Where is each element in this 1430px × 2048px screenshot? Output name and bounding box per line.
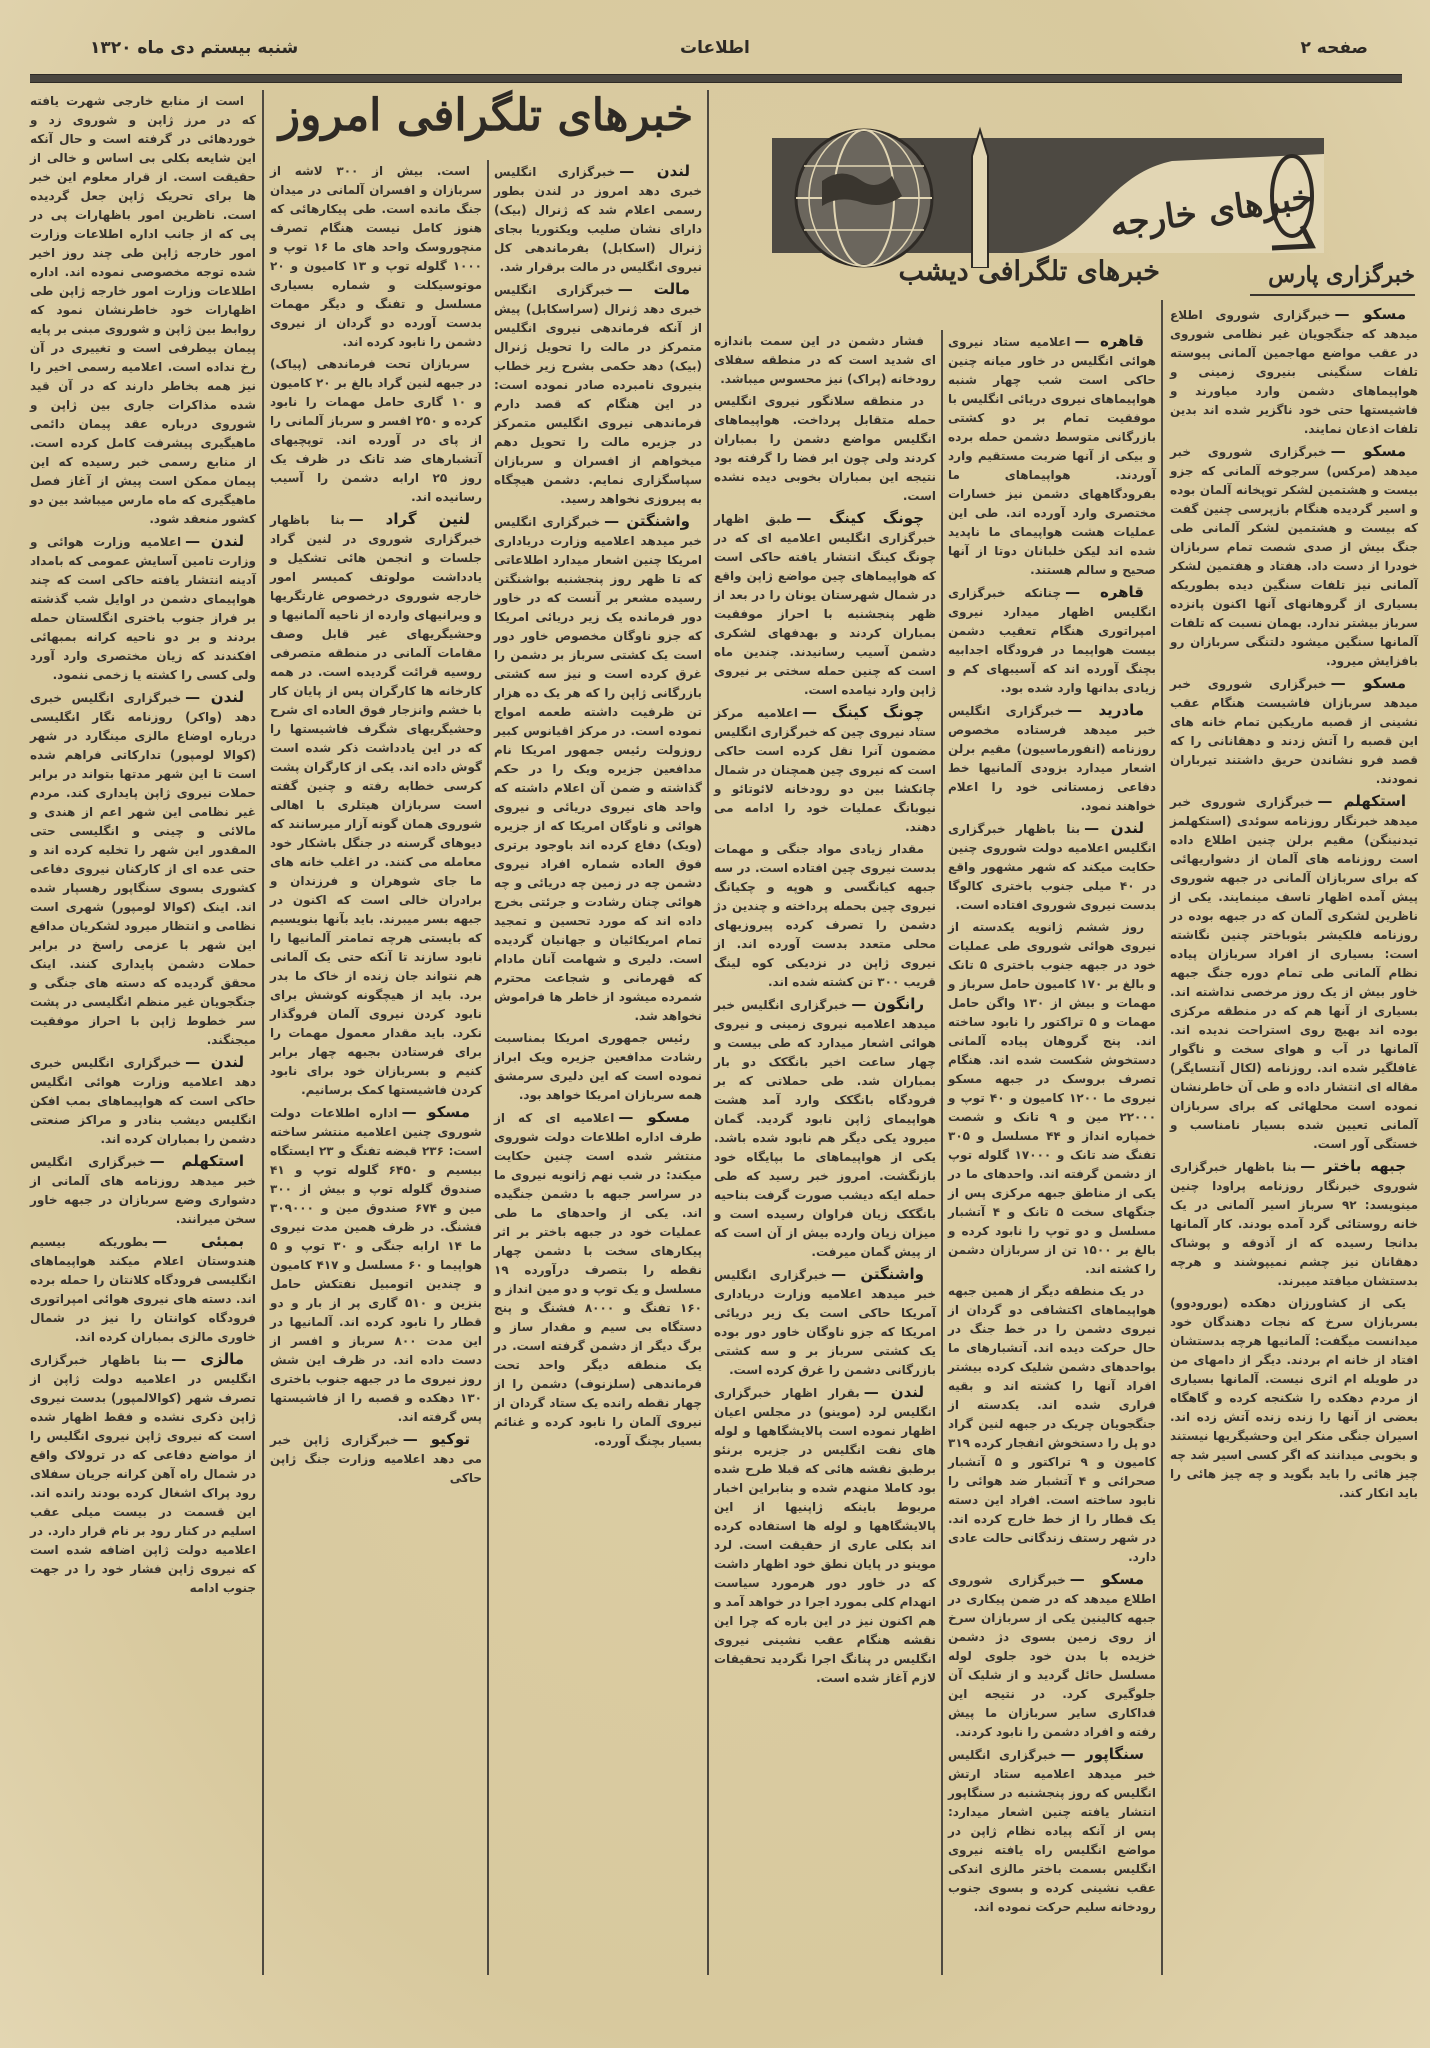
- column-left-news: [30, 92, 256, 1601]
- news-item: [270, 1430, 482, 1488]
- news-body: خبرگزاری شوروی اطلاع میدهد که در ضمن پیکاری در جبهه کالینین یکی از سربازان سرخ از روی زمین بسوی دژ دشمن خزیده با بدن خود جلوی لوله مسلسل حائل گردید و از شلیک آن جلوگیری کرد. در نتیجه این فداکاری سایر سربازان ما پیش رفته و افراد دشمن را نابود کردند.: [948, 1573, 1156, 1739]
- dateline: مالت —: [617, 280, 691, 298]
- column-last-night-left: [714, 332, 936, 1691]
- globe-icon: [796, 130, 932, 266]
- news-body: اعلامیه مرکز ستاد نیروی چین که خبرگزاری انگلیس مضمون آنرا نقل کرده است حاکی است که نیروی چین همچنان در شمال چانکشا بین دو رودخانه لائوتائو و نیوبانگ عملیات خود را ادامه می دهند.: [713, 706, 936, 834]
- news-item: [948, 1282, 1156, 1567]
- news-body: خبرگزاری شوروی خبر میدهد خبرنگار روزنامه سوئدی (استکهلمز تیدنینگن) مقیم برلن چنین اطلاع داده است روزنامه های آلمان از دشواریهائی که برای سربازان آلمانی در جبهه شوروی پیش آمده اظهار تاسف مینمایند. یکی از ناظرین لشکری آلمان که در جبهه بوده در روزنامه فلکیشر بئوباختر چنین نگاشته است: بسیاری از افراد سربازان پیاده نظام آلمانی طی تمام دوره جنگ جبهه خاور بیش از یک روز مرخصی نداشته اند. بسیاری از آنها هم که در منطقه مرکزی بوده اند بهیچ روی استراحت ندیده اند. آلمانها در آب و هوای سخت و ناگوار غافلگیر شده اند. روزنامه (لکال آنتسایگر) مقاله ای انتشار داده و طی آن خاطرنشان نموده است محلهائی که برای سربازان آلمانی تعیین شده بسیار نامناسب و خستگی آور است.: [1170, 795, 1418, 1151]
- dateline: توکیو —: [402, 1430, 470, 1448]
- news-body: چنانکه خبرگزاری انگلیس اظهار میدارد نیروی امپراتوری هنگام تعقیب دشمن بیست هواپیما در فرودگاه اجدابیه بچنگ آورده اند که آسیبهای کم و زیادی بدانها وارد شده بود.: [948, 586, 1156, 695]
- news-body: سربازان تحت فرماندهی (پیاک) در جبهه لنین گراد بالغ بر ۲۰ کامیون و ۱۰ گاری حامل مهمات را نابود کرده و ۲۵۰ افسر و سرباز آلمانی را از پای در آورده اند. توپچیهای آتشبارهای ضد تانک در ظرف یک روز ۲۵ ارابه دشمن را آسیب رسانیده اند.: [270, 357, 483, 504]
- news-item: [714, 392, 936, 506]
- column-divider: [941, 330, 943, 1975]
- news-body: خبرگزاری انگلیس خبر میدهد اعلامیه ستاد ارتش انگلیس که روز پنجشنبه در سنگاپور انتشار یافته چنین اشعار میدارد: پس از آنکه پیاده نظام ژاپن در مواضع انگلیس راه یافته نیروی انگلیس بسمت باختر مالزی اندکی عقب نشینی کرده و بسوی جنوب رودخانه سلیم حرکت نموده اند.: [948, 1748, 1156, 1914]
- news-item: [30, 532, 256, 685]
- news-item: [1170, 1294, 1418, 1503]
- news-item: [714, 995, 936, 1262]
- news-item: [270, 162, 482, 352]
- news-body: بنا باظهار خبرگزاری شوروی خبرنگار روزنامه پراودا چنین مینویسد: ۹۲ سرباز اسیر آلمانی در یک خانه روستائی گرد آمده بودند. کار آلمانها بدانجا رسیده که از آذوقه و پوشاک دهقانان نیز چشم نمیپوشند و هرچه بدستشان میافتد میبرند.: [1170, 1160, 1419, 1288]
- dateline: مسکو —: [618, 1108, 690, 1126]
- news-body: خبرگزاری انگلیس خبری دهد ژنرال (سراسکابل) پیش از آنکه فرماندهی نیروی انگلیس متمرکز در مالت را تحویل ژنرال (بیک) دهد حکمی بشرح زیر خطاب بنیروی نامبرده صادر نموده است: در این هنگام که قصد دارم فرماندهی نیروی انگلیس متمرکز در جزیره مالت را تحویل دهم میخواهم از افسران و سربازان سپاسگزاری نمایم. دشمن هیچگاه به پیروزی نخواهد رسید.: [494, 283, 702, 506]
- dateline: لندن —: [863, 1383, 924, 1401]
- news-body: خبرگزاری انگلیس خبر میدهد روزنامه های آلمانی از دشواری وضع سربازان در جبهه خاور سخن میرانند.: [30, 1155, 256, 1226]
- foreign-news-banner: [772, 126, 1324, 268]
- column-divider: [487, 160, 489, 1975]
- news-body: بطوریکه بیسیم هندوستان اعلام میکند هواپیماهای انگلیسی فرودگاه کلانتان را حمله برده اند. دسته های نیروی هوائی امپراتوری فرودگاه کوانتان را نیز در شمال خاوری مالزی بمباران کرده اند.: [30, 1235, 256, 1344]
- news-item: [948, 1570, 1156, 1742]
- column-divider: [707, 90, 709, 1975]
- news-body: خبرگزاری شوروی خبر میدهد سربازان فاشیست هنگام عقب نشینی از قصبه ماریکین تمام خانه های این قصبه را آتش زدند و دهقانانی را که قصد فرو نشاندن حریق داشتند تیرباران نمودند.: [1170, 677, 1418, 786]
- news-item: [494, 280, 702, 509]
- column-divider: [262, 90, 264, 1975]
- headline-today: خبرهای تلگرافی امروز: [278, 90, 694, 141]
- news-item: [948, 819, 1156, 915]
- news-body: اعلامیه ای که از طرف اداره اطلاعات دولت شوروی منتشر شده است چنین حکایت میکند: در شب نهم ژانویه نیروی ما در سراسر جبهه با دشمن جنگیده اند. یکی از واحدهای ما طی عملیات خود در جبهه باختر بر اثر پیکارهای سخت با دشمن چهار نقطه را بتصرف درآورده ۱۹ مسلسل و یک توپ و دو مین انداز و ۱۶۰ تفنگ و ۸۰۰۰ فشنگ و پنج دستگاه بی سیم و مقدار ساز و برگ دیگر از دشمن گرفته است. در یک منطقه دیگر واحد تحت فرماندهی (سلزنوف) دشمن را از چهار نقطه رانده یک ستاد گردان از نیروی آلمان را نابود کرده و غنائم بسیار بچنگ آورده.: [494, 1111, 702, 1448]
- dateline: چونگ کینگ —: [796, 509, 924, 527]
- headline-last-night: خبرهای تلگرافی دیشب: [898, 256, 1160, 287]
- news-item: [1170, 442, 1418, 671]
- dateline: قاهره —: [1074, 332, 1144, 350]
- news-item: [714, 840, 936, 992]
- news-item: [270, 355, 482, 507]
- news-item: [948, 918, 1156, 1279]
- dateline: مالزی —: [171, 1350, 245, 1368]
- news-body: بنا باظهار خبرگزاری شوروی در لنین گراد جلسات و انجمن هائی تشکیل و یادداشت مولوتف کمیسر امور خارجه شوروی درخصوص غارتگریها و ویرانیهای وارده از ناحیه آلمانیها و وحشیگریهای غیر قابل وصف مقامات آلمانی در منطقه متصرفی روسیه قرائت گردیده است. در همه کارخانه ها کارگران پس از پایان کار با خشم وانزجار فوق العاده ای شرح وحشیگریهای شگرف فاشیستها را که در این یادداشت ذکر شده است گوش داده اند. یکی از کارگران پشت کرسی خطابه رفته و چنین گفته است سربازان هیتلری با اهالی شوروی همان گونه آزار میرسانند که دیوهای گرسنه در جنگل باشکار خود معامله می کنند. در اغلب خانه های ما جای شوهران و فرزندان و برادران خالی است که اکنون در جبهه بسر میبرند. باید بآنها بنویسیم که بایستی هرچه تمامتر آلمانیها را نابود سازند تا آنکه حتی یک آلمانی هم نتواند جان زنده از خاک ما بدر برد. باید از هیچگونه کوشش برای نابود کردن نیروی آلمان فروگذار نکرد. باید مقدار معمول مهمات را برای فرستادن بجبهه چهار برابر کنیم و بسربازان خود برای نابود کردن فاشیستها کمک برسانیم.: [270, 513, 482, 1097]
- dateline: واشنگتن —: [831, 1265, 925, 1283]
- news-body: در منطقه سلانگور نیروی انگلیس حمله متقابل پرداخت. هواپیماهای انگلیس مواضع دشمن را بمباران کردند ولی چون ابر فضا را گرفته بود نتیجه این بمباران بخوبی دیده نشده است.: [714, 394, 936, 503]
- news-item: [494, 162, 702, 277]
- dateline: لندن —: [185, 688, 244, 706]
- news-body: خبرگزاری انگلیس خبر میدهد اعلامیه وزارت دریاداری آمریکا حاکی است یک زیر دریائی امریکا که جزو ناوگان خاور دور بوده یک کشتی سرباز بر و سه کشتی بازرگانی دشمن را غرق کرده است.: [714, 1268, 936, 1377]
- news-body: اداره اطلاعات دولت شوروی چنین اعلامیه منتشر ساخته است: ۲۳۶ قبضه تفنگ و ۲۳ ایستگاه بیسیم و ۶۴۵۰ گلوله توپ و ۴۱ صندوق گلوله توپ و بیش از ۳۰۰ مین و ۶۷۴ صندوق مین و ۳۰۹۰۰۰ فشنگ. در ظرف همین مدت نیروی ما ۱۴ ارابه جنگی و ۳۰ توپ و ۵ هواپیما و ۶۰ مسلسل و ۴۱۷ کامیون و چندین اتومبیل نفتکش حامل بنزین و ۵۱۰ گاری پر از بار و دو قطار را نابود کرده اند. آلمانیها در این مدت ۸۰۰ سرباز و افسر از دست داده اند. در ظرف این شش روز نیروی ما در جبهه جنوب باختری ۱۳۰ دهکده و قصبه را از فاشیستها پس گرفته اند.: [270, 1106, 483, 1424]
- news-body: اعلامیه وزارت هوائی و وزارت تامین آسایش عمومی که بامداد آدینه انتشار یافته حاکی است که چند هواپیمای دشمن در اوایل شب گذشته بر فراز جنوب باختری انگلستان حمله بردند و بر دو ناحیه کرانه بمبهائی افکندند که زیان مختصری وارد آورد ولی کسی را کشته یا زخمی ننمود.: [30, 535, 256, 682]
- news-body: خبرگزاری انگلیس خبر میدهد اعلامیه نیروی زمینی و نیروی هوائی اشعار میدارد که طی بیست و چهار ساعت اخیر بانگکک دو بار بمباران شد. طی حملاتی که بر فرودگاه بانگکک وارد آمد هشت هواپیمای ژاپن نابود گردید. گمان میرود یکی دیگر هم نابود شده باشد. یکی از هواپیماهای ما بپایگاه خود بازنگشت. امروز خبر رسید که طی حمله ایکه دیشب صورت گرفت بناحیه بانگکک زیان فراوان رسیده است و میزان زیان وارده بیش از آن است که از پیش گمان میرفت.: [714, 998, 936, 1259]
- news-item: [1170, 674, 1418, 789]
- news-item: [948, 332, 1156, 580]
- news-body: خبرگزاری انگلیس خبری دهد اعلامیه وزارت هوائی انگلیس حاکی است که هواپیماهای بمب افکن انگلیس دیشب بنادر و مراکز صنعتی دشمن را بمباران کرده اند.: [30, 1056, 256, 1146]
- news-item: [494, 1108, 702, 1451]
- news-item: [714, 703, 936, 837]
- dateline: مسکو —: [401, 1103, 470, 1121]
- news-item: [30, 688, 256, 1050]
- news-body: بنا باظهار خبرگزاری انگلیس در اعلامیه دولت ژاپن از تصرف شهر (کوالالمپور) بدست نیروی ژاپن ذکری نشده و فقط اظهار شده است که نیروی ژاپن نیروی انگلیس را از مواضع دفاعی که در ترولاک واقع در شمال راه آهن کرانه جریان سفلای رود پراک اشغال کرده بودند رانده اند. این قسمت در بیست میلی عقب اسلیم در کنار رود بر نام قرار دارد. در اعلامیه دولت ژاپن اضافه شده است که نیروی ژاپن فشار خود را در جهت جنوب ادامه: [30, 1353, 256, 1595]
- column-last-night-right: [948, 332, 1156, 1920]
- pars-agency-title: خبرگزاری پارس: [1250, 262, 1415, 296]
- news-body: است از منابع خارجی شهرت یافته که در مرز ژاپن و شوروی زد و خوردهائی در گرفته است و حال آنکه این شایعه بکلی بی اساس و خالی از حقیقت است. از قرار معلوم این خبر ها برای تحریک ژاپن جعل گردیده است. ناظرین امور باظهارات پی در پی که از جانب اداره اطلاعات وزارت امور خارجه ژاپن طی چند روز اخیر شده توجه مخصوصی نموده اند. اداره اطلاعات وزارت امور خارجه ژاپن طی اظهارات خود خاطرنشان نمود که روابط بین ژاپن و شوروی مبنی بر پایه پیمان بیطرفی است و تغییری در آن رخ نداده است. اعلامیه رسمی اخیر را نیز همه بخاطر دارند که در آن قید شده مذاکرات جاری بین ژاپن و شوروی درباره عقد پیمان دائمی ماهیگیری پیشرفت کامل کرده است. از منابع رسمی خبر رسیده که این پیمان ممکن است پیش از آغاز فصل ماهیگیری که ماه مارس میباشد بین دو کشور منعقد شود.: [30, 94, 256, 526]
- column-divider: [1161, 300, 1163, 1975]
- newspaper-name: اطلاعات: [680, 38, 750, 58]
- news-body: خبرگزاری انگلیس خبر میدهد فرستاده مخصوص روزنامه (انفورماسیون) مقیم برلن اشعار میدارد بزودی آلمانیها خط دفاعی زمستانی خود را اعلام خواهند نمود.: [948, 704, 1156, 813]
- column-pars-news: [1170, 305, 1418, 1506]
- page-number: صفحه ۲: [1300, 38, 1368, 58]
- news-item: [948, 583, 1156, 698]
- dateline: مسکو —: [1330, 442, 1406, 460]
- news-item: [948, 1745, 1156, 1917]
- column-today-right: [494, 162, 702, 1454]
- news-item: [30, 1232, 256, 1347]
- news-body: طبق اظهار خبرگزاری انگلیس اعلامیه ای که در چونگ کینگ انتشار یافته حاکی است که هواپیماهای چین مواضع ژاپن واقع در شمال شهرستان یونان را در بعد از ظهر پنجشنبه با احراز موفقیت بمباران کردند و بهدفهای لشکری دشمن آسیب رسانیدند. چندین ماه است که چنین حمله سختی بر نیروی ژاپن وارد نیامده است.: [714, 512, 936, 697]
- news-item: [714, 509, 936, 700]
- dateline: لنین گراد —: [348, 510, 470, 528]
- news-item: [494, 512, 702, 1026]
- news-body: خبرگزاری انگلیس خبر میدهد اعلامیه وزارت دریاداری امریکا چنین اشعار میدارد اطلاعاتی که تا ظهر روز پنجشنبه بواشنگتن رسیده مشعر بر آنست که در خاور دور فرمانده یک زیر دریائی امریکا که جزو ناوگان مخصوص خاور دور است یک کشتی سرباز بر دشمن را غرق کرده است و نیز سه کشتی بازرگانی ژاپن را که هر یک ده هزار تن ظرفیت داشته طعمه امواج نموده است. در مرکز اقیانوس کبیر روزولت رئیس جمهور امریکا نام مدافعین جزیره ویک را در حکم گذاشته و ضمن آن اعلام داشته که واحد های نیروی دریائی و نیروی هوائی و ناوگان امریکا که از جزیره (ویک) دفاع کرده اند باوجود برتری فوق العاده شماره افراد نیروی دشمن چه در زمین چه دریائی و چه هوائی چنان رشادت و جرئتی بخرج داده اند که مورد تحسین و تمجید تمام امریکائیان و جهانیان گردیده است. دلیری و شهامت آنان مادام که قهرمانی و شجاعت محترم شمرده میشود از خاطر ها فراموش نخواهد شد.: [494, 515, 702, 1023]
- dateline: لندن —: [619, 162, 690, 180]
- news-item: [30, 1152, 256, 1229]
- news-item: [30, 92, 256, 529]
- news-item: [714, 1383, 936, 1688]
- dateline: بمبئی —: [152, 1232, 244, 1250]
- news-body: بقرار اظهار خبرگزاری انگلیس لرد (موینو) در مجلس اعیان اظهار نموده است پالایشگاهها و لوله های نفت انگلیس در جزیره برنئو برطبق نقشه هائی که قبلا طرح شده بود کاملا منهدم شده و بنابراین اخبار مربوط باینکه ژاپنیها از این پالایشگاهها و لوله ها استفاده کرده اند بکلی عاری از حقیقت است. لرد موینو در پایان نطق خود اظهار داشت که در خاور دور هرمورد سیاست انهدام کلی بمورد اجرا در خواهد آمد و هم اکنون نیز در این باره که چرا این نقشه هنگام عقب نشینی نیروی انگلیس در پنانگ اجرا نگردید تحقیقات لازم آغاز شده است.: [714, 1386, 936, 1685]
- news-body: روز ششم ژانویه یکدسته از نیروی هوائی شوروی طی عملیات خود در جبهه جنوب باختری ۵ تانک و بالغ بر ۱۷۰ کامیون حامل سرباز و مهمات و بیش از ۱۳۰ واگن حامل مهمات و ۵ تراکتور را نابود ساخته اند. پنج گروهان پیاده آلمانی دستخوش شکست شده اند. هنگام تصرف بروسک در جبهه مسکو نیروی ما ۱۲۰۰ کامیون و ۴۰ توپ و ۲۲۰۰۰ مین و ۹ تانک و شصت خمپاره انداز و ۴۴ مسلسل و ۳۰۵ تفنگ ضد تانک و ۱۷۰۰۰ گلوله توپ از دشمن گرفته اند. واحدهای ما در یکی از مناطق جبهه مرکزی پس از جنگهای سخت ۵ تانک و ۴ آتشبار مسلسل و دو توپ را نابود کرده و بالغ بر ۱۵۰۰ تن از سربازان دشمن را کشته اند.: [948, 920, 1157, 1276]
- news-item: [1170, 792, 1418, 1154]
- masthead-rule: [30, 74, 1402, 83]
- news-body: بنا باظهار خبرگزاری انگلیس اعلامیه دولت شوروی چنین حکایت میکند که شهر مشهور واقع در ۴۰ میلی جنوب باختری کالوگا بدست نیروی شوروی افتاده است.: [948, 822, 1156, 912]
- dateline: جبهه باختر —: [1300, 1157, 1407, 1175]
- news-body: رئیس جمهوری امریکا بمناسبت رشادت مدافعین جزیره ویک ابراز نموده است که این دلیری سرمشق همه سربازان امریکا خواهد بود.: [494, 1031, 702, 1102]
- news-body: خبرگزاری شوروی خبر میدهد (مرکس) سرجوخه آلمانی که جزو بیست و هشتمین لشکر توپخانه آلمان بوده و اسیر گردیده هنگام بازپرسی چنین گفت که بیست و هشتمین لشکر آلمانی طی جنگ بیش از صدی شصت تمام سربازان خودرا از دست داد. هفتاد و هفتمین لشکر آلمانی نیز تلفات سنگین دیده بطوریکه بسیاری از گروهانهای آنها اکنون پانزده سرباز بیشتر ندارد. بهمان نسبت که تلفات آلمانها سنگین میشود دلتنگی سربازان رو بافزایش میرود.: [1170, 445, 1418, 668]
- dateline: مادرید —: [1067, 701, 1144, 719]
- news-item: [270, 1103, 482, 1427]
- news-body: یکی از کشاورزان دهکده (بورودوو) بسربازان سرخ که نجات دهندگان خود میدانست میگفت: آلمانیها هرچه بدستشان افتاد از خانه ام بردند. دیگر از دامهای من در طویله ام اثری نیست. آلمانها بسیاری از مردم دهکده را شکنجه کرده و گاهگاه بعضی از آنها را زنده زنده آتش زده اند. اسیران جنگی منکر این وحشیگریها نیستند و بخوبی میدانند که اگر کسی اسیر شد چه چیز هائی را باید بگوید و چه چیز هائی را باید انکار کند.: [1170, 1296, 1418, 1500]
- dateline: استکهلم —: [1317, 792, 1406, 810]
- news-item: [1170, 1157, 1418, 1291]
- news-item: [270, 510, 482, 1100]
- dateline: رانگون —: [851, 995, 924, 1013]
- dateline: لندن —: [185, 532, 244, 550]
- news-item: [714, 1265, 936, 1380]
- issue-date: شنبه بیستم دی ماه ۱۳۲۰: [90, 38, 299, 58]
- dateline: چونگ کینگ —: [802, 703, 925, 721]
- news-item: [948, 701, 1156, 816]
- dateline: استکهلم —: [149, 1152, 245, 1170]
- dateline: واشنگتن —: [604, 512, 691, 530]
- tower-icon: [972, 130, 988, 268]
- dateline: لندن —: [185, 1053, 244, 1071]
- news-body: خبرگزاری ژاپن خبر می دهد اعلامیه وزارت جنگ ژاپن حاکی: [270, 1433, 482, 1485]
- dateline: مسکو —: [1069, 1570, 1144, 1588]
- column-today-left: [270, 162, 482, 1491]
- dateline: لندن —: [1084, 819, 1145, 837]
- news-item: [714, 332, 936, 389]
- news-body: است. بیش از ۳۰۰ لاشه از سربازان و افسران آلمانی در میدان جنگ مانده است. طی پیکارهائی که هنوز کامل نیست هنگام تصرف منچوروسک واحد های ما ۱۶ توپ و ۱۰۰۰ گلوله توپ و ۱۳ کامیون و ۲۰ موتوسیکلت و شماره بسیاری مسلسل و تفنگ و دیگر مهمات بدست آورده دو گردان از نیروی دشمن را نابود کرده اند.: [270, 164, 483, 349]
- news-body: در یک منطقه دیگر از همین جبهه هواپیماهای اکتشافی دو گردان از نیروی دشمن را در خط جنگ در حال حرکت دیده اند. آتشبارهای ما بواحدهای دشمن شلیک کرده بیشتر افراد آنها را کشته اند و بقیه فراری شده اند. یکدسته از جنگجویان چریک در جبهه لنین گراد دو پل را دستخوش انفجار کرده ۳۱۹ کامیون و ۹ تراکتور و ۵ آتشبار صحرائی و ۴ آتشبار ضد هوائی را نابود ساخته است. افراد این دسته یک قطار را از خط خارج کرده اند. در شهر رستف زندگانی حالت عادی دارد.: [948, 1284, 1156, 1564]
- news-body: خبرگزاری شوروی اطلاع میدهد که جنگجویان غیر نظامی شوروی در عقب مواضع مهاجمین آلمانی پیوسته تلفات سنگینی بنیروی زمینی و هواپیماهای دشمن وارد میاورند و فاشیستها حتی خود ناگزیر شده اند بدین تلفات اذعان نمایند.: [1170, 308, 1418, 436]
- dateline: قاهره —: [1065, 583, 1145, 601]
- news-item: [1170, 305, 1418, 439]
- news-body: فشار دشمن در این سمت باندازه ای شدید است که در منطقه سفلای رودخانه (پراک) نیز محسوس میباشد.: [714, 334, 936, 386]
- banner-title: خبرهای خارجه: [1107, 177, 1316, 246]
- news-item: [494, 1029, 702, 1105]
- news-body: خبرگزاری انگلیس خبری دهد امروز در لندن بطور رسمی اعلام شد که ژنرال (بیک) دارای نشان صلیب ویکتوریا بجای ژنرال (اسکابل) بفرماندهی کل نیروی انگلیس در مالت برقرار شد.: [494, 165, 702, 274]
- dateline: سنگاپور —: [1060, 1745, 1145, 1763]
- dateline: مسکو —: [1334, 305, 1406, 323]
- dateline: مسکو —: [1330, 674, 1406, 692]
- news-body: اعلامیه ستاد نیروی هوائی انگلیس در خاور میانه چنین حاکی است شب چهار شنبه هواپیماهای نیروی دریائی انگلیس با موفقیت تمام بر دو کشتی بازرگانی متوسط دشمن حمله برده و بیکی از آنها ضربت مستقیم وارد آوردند. هواپیماهای ما بفرودگاههای دشمن نیز خسارات مختصری وارد آورده اند. طی این عملیات هشت هواپیمای ما ناپدید شده اند لیکن خلبانان دوتا از آنها صحیح و سالم هستند.: [948, 335, 1156, 577]
- news-item: [30, 1053, 256, 1149]
- news-body: خبرگزاری انگلیس خبری دهد (واکر) روزنامه نگار انگلیسی درباره اوضاع مالزی مینگارد در شهر (کوالا لومپور) تدارکاتی فراهم شده است تا این شهر مدتها بتواند در برابر حملات نیروی ژاپن پایداری کند. مردم غیر نظامی این شهر اعم از هندی و مالائی و چینی و انگلیسی حتی المقدور این شهر را تخلیه کرده اند و حتی عده ای از کارکنان نیروی دفاعی کشوری بسوی سنگاپور رهسپار شده اند. اینک (کوالا لومپور) شهری است نظامی و انتظار میرود لشکریان مدافع این شهر با عزمی راسخ در برابر حملات دشمن پایداری کنند. اینک محقق گردیده که دسته های جنگی و جنگجویان غیر منظم انگلیسی در پشت سر خطوط ژاپن با احراز موفقیت میجنگند.: [30, 691, 256, 1047]
- news-body: مقدار زیادی مواد جنگی و مهمات بدست نیروی چین افتاده است. در سه جبهه کیانگسی و هوپه و چکیانگ نیروی چین بحمله پرداخته و چندین دژ دشمن را تصرف کرده پیروزیهای محلی متعدد بدست آورده اند. از نیروی ژاپن در نزدیکی کوه لینگ قریب ۳۰۰ تن کشته شده اند.: [714, 842, 936, 989]
- news-item: [30, 1350, 256, 1598]
